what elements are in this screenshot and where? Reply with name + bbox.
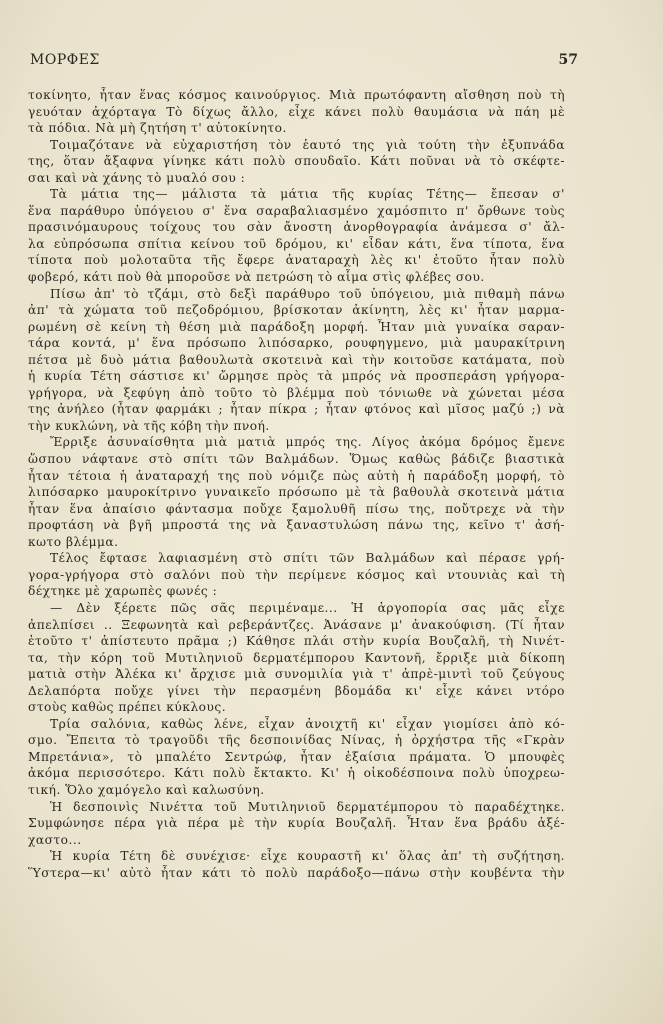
text-line: ἦταν τέτοια ἡ ἀναταραχή της ποὺ νόμιζε πὼς αὐτὴ ἡ παράδοξη μορφή, τὸ [28,468,565,483]
text-line: ματιὰ στὴν Ἀλέκα κι' ἄρχισε μιὰ συνομιλία γιὰ τ' ἀπρὲ-μιντὶ τοῦ ζεύγους [28,667,565,682]
text-line: Συμφώνησε πέρα γιὰ πέρα μὲ τὴν κυρία Βουζαλῆ. Ἦταν ἕνα βράδυ ἀξέ- [28,816,565,831]
page-header [30,52,578,72]
text-line: ἀπ' τὰ χώματα τοῦ πεζοδρόμιου, βρίσκοταν ἀκίνητη, λὲς κι' ἦταν μαρμα- [28,303,565,318]
text-line: λιπόσαρκο μαυροκίτρινο γυναικεῖο πρόσωπο μὲ τὰ βαθουλὰ σκοτεινὰ μάτια [28,485,565,500]
text-line: τική. Ὅλο χαμόγελο καὶ καλωσύνη. [28,782,265,797]
text-line: πρασινόμαυρους τοίχους του σὰν ἄνοστη ἀνορθογραφία ἀνάμεσα σ' ἄλ- [28,220,565,235]
text-line: ἀκόμα περισσότερο. Κάτι πολὺ ἔκτακτο. Κι' ἡ οἰκοδέσποινα πολὺ ὑποχρεω- [28,766,565,781]
text-line: γρήγορα, νὰ ξεφύγη ἀπὸ τοῦτο τὸ βλέμμα ποὺ τόνιωθε νὰ χώνεται μέσα [28,385,565,400]
text-line: δέχτηκε μὲ χαρωπὲς φωνές : [28,584,218,599]
text-line: ρωμένη σὲ κείνη τὴ θέση μιὰ παράδοξη μορφή. Ἦταν μιὰ γυναίκα σαραν- [28,319,565,334]
text-line: ἡ κυρία Τέτη σάστισε κι' ὤρμησε πρὸς τὰ μπρός νὰ προσπεράση γρήγορα- [28,369,565,384]
text-line: Τοιμαζότανε νὰ εὐχαριστήση τὸν ἑαυτό της γιὰ τούτη τὴν ἐξυπνάδα [50,137,565,152]
running-title: ΜΟΡΦΕΣ [30,52,100,68]
text-line: τὴν κυκλώνη, νὰ τῆς κόβη τὴν πνοή. [28,418,270,433]
text-line: της, ὅταν ἄξαφνα γίνηκε κάτι πολὺ σπουδαῖο. Κάτι ποῦναι νὰ τὸ σκέφτε- [28,154,565,169]
text-line: Ἔρριξε ἀσυναίσθητα μιὰ ματιὰ μπρός της. Λίγος ἀκόμα δρόμος ἔμενε [50,435,565,450]
text-line: Μπρετάνια», τὸ μπαλέτο Σεντρώφ, ἦταν ἐξαίσια πράματα. Ὁ μπουφὲς [28,749,565,764]
text-line: σμο. Ἔπειτα τὸ τραγοῦδι τῆς δεσποινίδας Νίνας, ἡ ὀρχήστρα τῆς «Γκρὰν [28,733,565,748]
text-line: Ὕστερα—κι' αὐτὸ ἦταν κάτι τὸ πολὺ παράδοξο—πάνω στὴν κουβέντα τὴν [28,865,565,880]
text-line: Δελαπόρτα ποὔχε γίνει τὴν περασμένη βδομάδα κι' εἶχε κάνει ντόρο [28,683,565,698]
text-line: τίποτα ποὺ μολοταῦτα τῆς ἔφερε ἀναταραχὴ λὲς κι' ἐτοῦτο ἦταν πολὺ [28,253,565,268]
text-line: Πίσω ἀπ' τὸ τζάμι, στὸ δεξὶ παράθυρο τοῦ ὑπόγειου, μιὰ πιθαμὴ πάνω [50,286,565,301]
text-line: τὰ πόδια. Νὰ μὴ ζητήση τ' αὐτοκίνητο. [28,121,287,136]
text-line: ἀπελπίσει .. Ξεφωνητὰ καὶ ρεβεράντζες. Ἀνάσανε μ' ἀνακούφιση. (Τί ἦταν [28,617,565,632]
text-line: — Δὲν ξέρετε πῶς σᾶς περιμέναμε... Ἡ ἀργοπορία σας μᾶς εἶχε [50,600,565,615]
text-line: ἕνα παράθυρο ὑπόγειου σ' ἕνα σαραβαλιασμένο χαμόσπιτο π' ὄρθωνε τοὺς [28,203,565,218]
text-line: πέτσα μὲ δυὸ μάτια βαθουλωτὰ σκοτεινὰ καὶ τὴν κοιτοῦσε κατάματα, ποὺ [28,352,565,367]
text-line: ἦταν ἕνα ἀπαίσιο φάντασμα ποὔχε ξαμολυθῆ πίσω της, ποὔτρεχε νὰ τὴν [28,501,565,516]
text-line: της ἀνήλεο (ἦταν φαρμάκι ; ἦταν πίκρα ; ἦταν φτόνος καὶ μῖσος μαζύ ;) νὰ [28,402,565,417]
page-number: 57 [558,52,578,68]
text-line: κωτο βλέμμα. [28,534,119,549]
text-line: ὥσπου νάφτανε στὸ σπίτι τῶν Βαλμάδων. Ὅμως καθὼς βάδιζε βιαστικὰ [28,452,565,467]
body-text [28,87,565,881]
text-line: γορα-γρήγορα στὸ σαλόνι ποὺ τὴν περίμενε κόσμος καὶ ντουνιὰς καὶ τὴ [28,567,565,582]
text-line: τάρα κοντά, μ' ἕνα πρόσωπο λιπόσαρκο, ρουφηγμενο, μιὰ μαυρακίτρινη [28,336,565,351]
text-line: ἐτοῦτο τ' ἀπίστευτο πρᾶμα ;) Κάθησε πλάι στὴν κυρία Βουζαλῆ, τὴ Νινέτ- [28,634,565,649]
text-line: σαι καὶ νὰ χάνης τὸ μυαλό σου : [28,170,246,185]
text-line: Τὰ μάτια της— μάλιστα τὰ μάτια τῆς κυρίας Τέτης— ἔπεσαν σ' [50,187,565,202]
text-line: φοβερό, κάτι ποὺ θὰ μποροῦσε νὰ πετρώση τὸ αἷμα στὶς φλέβες σου. [28,270,485,285]
text-line: Τρία σαλόνια, καθὼς λένε, εἶχαν ἀνοιχτῆ κι' εἶχαν γιομίσει ἀπὸ κό- [50,716,565,731]
text-line: στοὺς καθὼς πρέπει κύκλους. [28,700,227,715]
text-line: Ἡ δεσποινὶς Νινέττα τοῦ Μυτιληνιοῦ δερματέμπορου τὸ παραδέχτηκε. [50,799,565,814]
text-line: Τέλος ἔφτασε λαφιασμένη στὸ σπίτι τῶν Βαλμάδων καὶ πέρασε γρή- [50,551,565,566]
text-line: γευόταν ἀχόρταγα Τὸ δίχως ἄλλο, εἶχε κάνει πολὺ θαυμάσια νὰ πάη μὲ [28,104,565,119]
text-line: τοκίνητο, ἦταν ἕνας κόσμος καινούργιος. Μιὰ πρωτόφαντη αἴσθηση ποὺ τὴ [28,88,565,102]
text-line: λα εὐπρόσωπα σπίτια κείνου τοῦ δρόμου, κι' εἶδαν κάτι, ἕνα τίποτα, ἕνα [28,236,565,251]
text-line: Ἡ κυρία Τέτη δὲ συνέχισε· εἶχε κουραστῆ κι' ὅλας ἀπ' τὴ συζήτηση. [50,849,565,864]
text-line: προφτάση νὰ βγῆ μπροστά της νὰ ξαναστυλώση πάνω της, κεῖνο τ' ἀσή- [28,518,565,533]
text-line: τα, τὴν κόρη τοῦ Μυτιληνιοῦ δερματέμπορου Καντονῆ, ἔρριξε μιὰ δίκοπη [28,650,565,665]
text-line: χαστο... [28,832,82,847]
